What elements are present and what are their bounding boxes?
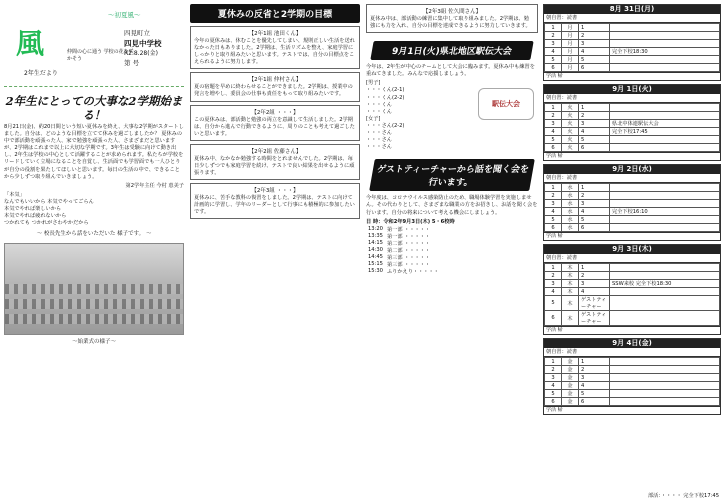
period-number: 2: [545, 272, 562, 280]
note: [610, 136, 720, 144]
period-row: [545, 272, 720, 280]
headline: 2年生にとっての大事な2学期始まる！: [5, 94, 183, 122]
day-date: 9月 3日(木): [544, 245, 720, 254]
weekday: 木: [562, 280, 579, 288]
period-number: 1: [545, 264, 562, 272]
member: ・・・くん(2-2): [366, 94, 405, 101]
day-date: 9月 2日(水): [544, 165, 720, 174]
subject: 2: [579, 192, 610, 200]
period-row: [545, 200, 720, 208]
period-row: [545, 224, 720, 232]
section-text: 夏の宿題を早めに終わらせることができました。2学期は、授業中の発言を増やし、委員会の仕事も責任をもって取り組みたいです。: [194, 84, 353, 98]
section-text: 今年の夏休みは、休むことを優先してしまい、規則正しい生活を送れなかった日もありました。2学期は、生活リズムを整え、家庭学習にしっかりと取り組みたいと思います。テストでは、自分の目標点をこえられるように努力します。: [194, 38, 355, 66]
subject: 6: [579, 398, 610, 406]
schedule-head: 日 時：令和2年9月3日(木) 5・6校時: [366, 218, 455, 225]
period-table: [544, 23, 720, 72]
weekday: 月: [562, 56, 579, 64]
subject: ゲストティーチャー: [579, 296, 610, 311]
note: [610, 272, 720, 280]
subject: 1: [579, 104, 610, 112]
student-section: [190, 144, 360, 180]
schedule-item: 第三部 ・・・・・: [386, 254, 431, 261]
day-schedule: [543, 84, 721, 161]
note: [610, 216, 720, 224]
note: 完全下校16:10: [610, 208, 720, 216]
period-row: [545, 358, 720, 366]
note: [610, 200, 720, 208]
weekday: 木: [562, 296, 579, 311]
period-number: 1: [545, 358, 562, 366]
weekday: 火: [562, 112, 579, 120]
day-date: 8月 31日(月): [544, 5, 720, 14]
subject: 2: [579, 32, 610, 40]
period-row: [545, 56, 720, 64]
guest-text: 今年度は、コロナウイルス感染防止のため、職場体験学習を実施しません。その代わりとして、さまざまな職業の方をお招きし、お話を聞く会を行います。自分の将来について考える機会にしましょう。: [366, 195, 538, 216]
schedule-time: 13:20: [368, 226, 383, 233]
masthead: [4, 4, 184, 84]
member: ・・・くん: [366, 101, 392, 108]
schedule-time: 14:15: [368, 240, 383, 247]
note: [610, 112, 720, 120]
student-section: [366, 4, 538, 33]
relay-text: 今年は、2年生が中心のチームとして大会に臨みます。夏休み中も練習を重ねてきました。みんなで応援しましょう。: [366, 64, 535, 78]
weekday: 水: [562, 216, 579, 224]
divider: [4, 86, 184, 90]
day-schedule: [543, 244, 721, 335]
note: [610, 192, 720, 200]
section-head: 【2年2組 佐藤さん】: [248, 148, 302, 155]
note: [610, 288, 720, 296]
student-section: [190, 183, 360, 219]
schedule-row: [366, 226, 441, 233]
weekday: 水: [562, 200, 579, 208]
student-section: [190, 26, 360, 69]
section-text: この夏休みは、部活動と勉強の両立を意識して生活しました。2学期は、自分から進んで行動できるように、周りのことも考えて過ごしたいと思います。: [194, 116, 355, 137]
schedule-time: 15:15: [368, 261, 383, 268]
column-1: [4, 4, 184, 498]
period-number: 4: [545, 48, 562, 56]
issue-date: R2.8.28(金): [124, 50, 158, 57]
member: ・・・くん(2-1): [366, 87, 405, 94]
period-number: 5: [545, 390, 562, 398]
day-schedule: [543, 338, 721, 415]
subject: 5: [579, 390, 610, 398]
member: ・・・くん: [366, 108, 392, 115]
column-4: [543, 4, 721, 498]
period-row: [545, 264, 720, 272]
weekday: 木: [562, 288, 579, 296]
weekday: 火: [562, 136, 579, 144]
morning-study: 朝自習：読書: [544, 174, 720, 183]
weekday: 金: [562, 358, 579, 366]
reflection-banner: 夏休みの反省と2学期の目標: [190, 4, 360, 23]
student-section: [190, 72, 360, 101]
period-row: [545, 296, 720, 311]
period-row: [545, 48, 720, 56]
period-number: 5: [545, 56, 562, 64]
schedule-row: [366, 247, 441, 254]
subject: 6: [579, 224, 610, 232]
schedule-item: 第一部 ・・・・・: [386, 226, 431, 233]
period-table: [544, 103, 720, 152]
women-label: [女子]: [366, 115, 381, 122]
newsletter-title: 2年生だより: [24, 70, 58, 77]
subject: 1: [579, 264, 610, 272]
note: [610, 366, 720, 374]
note: [610, 64, 720, 72]
subject: 3: [579, 280, 610, 288]
schedule-row: [366, 261, 441, 268]
period-number: 2: [545, 112, 562, 120]
weekday: 金: [562, 374, 579, 382]
subject: 5: [579, 136, 610, 144]
weekday: 水: [562, 192, 579, 200]
weekday: 金: [562, 382, 579, 390]
note: [610, 56, 720, 64]
period-table: [544, 263, 720, 326]
note: [610, 311, 720, 326]
weekday: 水: [562, 184, 579, 192]
period-number: 1: [545, 184, 562, 192]
day-footer: 学活 帰: [544, 232, 720, 240]
note: [610, 40, 720, 48]
period-number: 1: [545, 104, 562, 112]
guest-banner: ゲストティーチャーから話を聞く会を行います。: [369, 159, 535, 191]
weekday: 月: [562, 40, 579, 48]
period-row: [545, 366, 720, 374]
subject: 4: [579, 48, 610, 56]
weekday: 金: [562, 390, 579, 398]
weekday: 月: [562, 24, 579, 32]
schedule-row: [366, 240, 441, 247]
period-number: 4: [545, 208, 562, 216]
note: 県北中体連駅伝大会: [610, 120, 720, 128]
subject: 5: [579, 56, 610, 64]
subject: 1: [579, 24, 610, 32]
period-number: 3: [545, 40, 562, 48]
column-2: [190, 4, 360, 498]
morning-study: 朝自習：読書: [544, 254, 720, 263]
note: 完全下校17:45: [610, 128, 720, 136]
period-row: [545, 184, 720, 192]
note: 完全下校18:30: [610, 48, 720, 56]
section-head: 【2年1組 仲村さん】: [248, 77, 302, 84]
schedule-time: 13:35: [368, 233, 383, 240]
note: [610, 144, 720, 152]
period-number: 6: [545, 224, 562, 232]
section-head: 【2年1組 池田くん】: [248, 31, 302, 37]
weekday: 火: [562, 104, 579, 112]
note: [610, 358, 720, 366]
period-row: [545, 390, 720, 398]
day-footer: 学活 帰: [544, 72, 720, 80]
period-number: 5: [545, 296, 562, 311]
kaze-logo: 風: [16, 27, 45, 60]
period-number: 6: [545, 398, 562, 406]
period-number: 4: [545, 288, 562, 296]
subject: 2: [579, 112, 610, 120]
weekday: 月: [562, 32, 579, 40]
subject: ゲストティーチャー: [579, 311, 610, 326]
period-row: [545, 64, 720, 72]
teacher-signature: 第2学年主任 今村 恵美子: [125, 182, 184, 189]
weekday: 金: [562, 366, 579, 374]
note: [610, 398, 720, 406]
note: [610, 224, 720, 232]
period-row: [545, 374, 720, 382]
photo-caption: ～始業式の様子～: [71, 339, 116, 346]
period-row: [545, 288, 720, 296]
subject: 6: [579, 64, 610, 72]
weekday: 月: [562, 64, 579, 72]
note: [610, 374, 720, 382]
schedule-item: ふりかえり・・・・・: [386, 268, 439, 275]
period-row: [545, 144, 720, 152]
morning-study: 朝自習：読書: [544, 348, 720, 357]
schedule-item: 第三部 ・・・・・: [386, 261, 431, 268]
poem-line: つかれても つかれがさわやかだから: [4, 220, 89, 227]
subject: 1: [579, 184, 610, 192]
section-head: 【2年3組 佐久間さん】: [422, 9, 482, 15]
note: [610, 24, 720, 32]
section-text: 夏休み中は、部活動の練習に集中して取り組みました。2学期は、勉強にも力を入れ、自分の目標を達成できるように努力していきます。: [370, 16, 531, 30]
weekday: 木: [562, 272, 579, 280]
period-number: 6: [545, 311, 562, 326]
morning-study: 朝自習：読書: [544, 94, 720, 103]
note: [610, 32, 720, 40]
subject: 3: [579, 120, 610, 128]
period-number: 2: [545, 366, 562, 374]
relay-members: [366, 80, 538, 151]
period-row: [545, 24, 720, 32]
period-number: 4: [545, 128, 562, 136]
schedule-table: [366, 226, 441, 275]
period-row: [545, 40, 720, 48]
period-number: 2: [545, 32, 562, 40]
weekday: 木: [562, 311, 579, 326]
schedule-row: [366, 233, 441, 240]
note: [610, 296, 720, 311]
period-number: 1: [545, 24, 562, 32]
section-head: 【2年3組 ・・・】: [251, 188, 299, 195]
schedule-item: 第一部 ・・・・・: [386, 233, 431, 240]
subject: 4: [579, 128, 610, 136]
section-head: 【2年2組 ・・・】: [251, 109, 299, 116]
period-row: [545, 208, 720, 216]
day-footer: 学活 帰: [544, 152, 720, 160]
period-number: 5: [545, 216, 562, 224]
weekday: 火: [562, 120, 579, 128]
schedule-item: 第二部 ・・・・・: [386, 247, 431, 254]
period-number: 5: [545, 136, 562, 144]
poem-line: 本気でやれば楽しいから: [4, 206, 62, 213]
schedule-item: 第二部 ・・・・・: [386, 240, 431, 247]
section-text: 夏休み中、なかなか勉強する時間をとれませんでした。2学期は、毎日少しずつでも家庭学習を続け、テストで良い結果を出せるように頑張ります。: [194, 155, 355, 177]
relay-illustration: [478, 80, 538, 151]
note: [610, 104, 720, 112]
section-text: 夏休みに、苦手な教科の復習をしました。2学期は、テストに向けて計画的に学習し、学年のリーダーとして行事にも積極的に参加したいです。: [194, 195, 355, 216]
period-row: [545, 112, 720, 120]
day-schedule: [543, 164, 721, 241]
day-footer: 学活 帰: [544, 406, 720, 414]
weekday: 火: [562, 144, 579, 152]
day-date: 9月 4日(金): [544, 339, 720, 348]
period-row: [545, 136, 720, 144]
subject: 4: [579, 382, 610, 390]
subject: 1: [579, 358, 610, 366]
period-number: 6: [545, 64, 562, 72]
period-row: [545, 128, 720, 136]
member: ・・・さん: [366, 144, 392, 151]
note: [610, 184, 720, 192]
footer-note: 部活：・・・・ 完全下校17:45: [647, 493, 719, 499]
subject: 5: [579, 216, 610, 224]
period-row: [545, 382, 720, 390]
schedule-time: 14:45: [368, 254, 383, 261]
subject: 3: [579, 40, 610, 48]
schedule-row: [366, 254, 441, 261]
issue-number: 第 号: [124, 59, 140, 67]
period-number: 2: [545, 192, 562, 200]
poem-line: なんでもいいから 本気でやってごらん: [4, 198, 94, 205]
subject: 3: [579, 374, 610, 382]
member: ・・・さん: [366, 130, 392, 137]
period-row: [545, 311, 720, 326]
period-table: [544, 183, 720, 232]
season-tag: ～初夏風～: [108, 11, 141, 19]
day-footer: 学活 帰: [544, 326, 720, 334]
weekday: 金: [562, 398, 579, 406]
poem-line: 本気でやれば疲れないから: [4, 213, 67, 220]
period-row: [545, 120, 720, 128]
subject: 3: [579, 200, 610, 208]
weekday: 火: [562, 128, 579, 136]
poem-title: 「本気」: [4, 191, 25, 198]
photo-note: ～ 校長先生から話をいただいた 様子です。 ～: [36, 231, 152, 238]
note: [610, 264, 720, 272]
city-label: 四見町立: [124, 29, 150, 37]
period-table: [544, 357, 720, 406]
period-number: 3: [545, 120, 562, 128]
column-3: [366, 4, 538, 498]
subject: 4: [579, 288, 610, 296]
period-number: 3: [545, 374, 562, 382]
subject: 2: [579, 272, 610, 280]
period-row: [545, 280, 720, 288]
note: SSW来校 完全下校18:30: [610, 280, 720, 288]
member: ・・・さん(2-2): [366, 122, 405, 129]
note: [610, 390, 720, 398]
weekday: 水: [562, 224, 579, 232]
motto: 仲間の心に通う 学校の花を咲かそう: [67, 49, 134, 62]
relay-banner: 9月1日(火)県北地区駅伝大会: [370, 41, 533, 60]
day-schedule: [543, 4, 721, 81]
period-number: 3: [545, 200, 562, 208]
ceremony-photo: [4, 243, 184, 335]
period-number: 4: [545, 382, 562, 390]
note: [610, 382, 720, 390]
relay-art: 駅伝大会: [478, 88, 534, 120]
member: ・・・さん: [366, 137, 392, 144]
schedule-row: [366, 268, 441, 275]
period-row: [545, 192, 720, 200]
period-row: [545, 216, 720, 224]
period-row: [545, 104, 720, 112]
weekday: 木: [562, 264, 579, 272]
schedule-time: 14:30: [368, 247, 383, 254]
subject: 2: [579, 366, 610, 374]
subject: 4: [579, 208, 610, 216]
period-number: 6: [545, 144, 562, 152]
weekday: 月: [562, 48, 579, 56]
subject: 6: [579, 144, 610, 152]
men-label: [男子]: [366, 80, 381, 87]
schedule-time: 15:30: [368, 268, 383, 275]
weekday: 水: [562, 208, 579, 216]
period-row: [545, 32, 720, 40]
period-row: [545, 398, 720, 406]
members-list: [366, 80, 474, 151]
period-number: 3: [545, 280, 562, 288]
morning-study: 朝自習：読書: [544, 14, 720, 23]
student-section: [190, 105, 360, 141]
article-body: 8月21日(金)、約20日間という短い夏休みを終え、大事な2学期がスタートしました。自分は、どのような目標を立てて休みを過ごしましたか？ 夏休みの中で部活動を頑張った人、家で勉強を頑張った人、さまざまだと思いますが、2学期はこれまで以上に大切な学期です。3年生は受験に向けて動き出し、2年生は学校の中心として活躍することが求められます。私たちが学校をリードしていく立場になることを自覚し、生活面でも学習面でも一人ひとりが自分の役割を果たしてほしいと思います。毎日の生活の中で、できることから少しずつ取り組んでいきましょう。: [4, 124, 184, 180]
day-date: 9月 1日(火): [544, 85, 720, 94]
school-name: 四見中学校: [124, 39, 162, 48]
